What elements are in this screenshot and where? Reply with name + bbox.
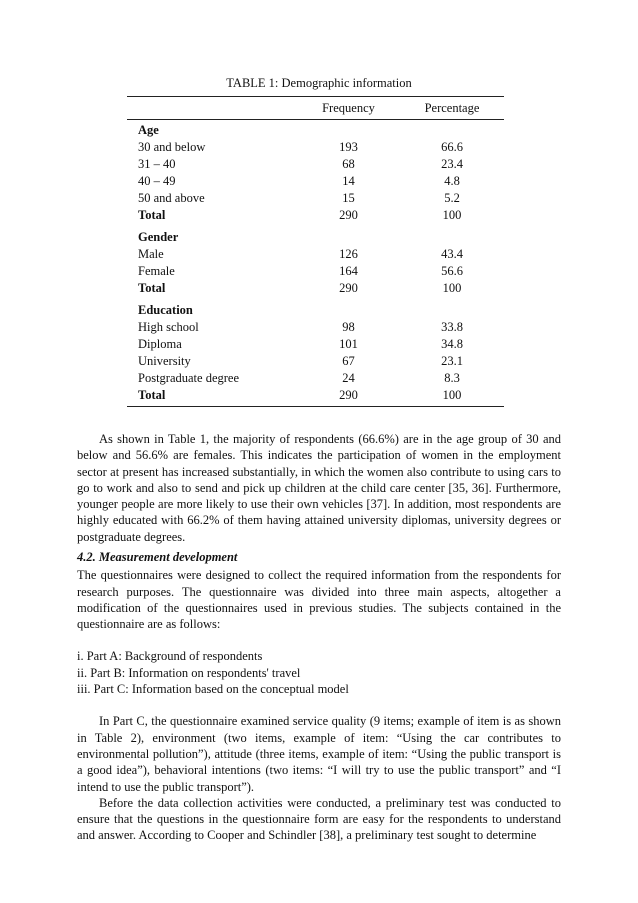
table-row bbox=[127, 370, 504, 387]
frequency-cell: 24 bbox=[342, 371, 355, 385]
frequency-cell: 98 bbox=[342, 320, 355, 334]
percentage-cell: 34.8 bbox=[441, 337, 463, 351]
frequency-cell: 290 bbox=[339, 208, 358, 222]
percentage-cell: 100 bbox=[442, 281, 462, 295]
frequency-cell: 126 bbox=[339, 247, 358, 261]
percentage-cell: 23.4 bbox=[441, 157, 463, 171]
table-caption: TABLE 1: Demographic information bbox=[226, 76, 412, 90]
empty-cell bbox=[400, 120, 504, 140]
row-label: Male bbox=[138, 247, 164, 261]
frequency-cell: 15 bbox=[342, 191, 355, 205]
percentage-cell: 4.8 bbox=[444, 174, 460, 188]
table-row bbox=[127, 263, 504, 280]
table-row bbox=[127, 336, 504, 353]
measurement-section bbox=[77, 549, 561, 844]
table-total-row bbox=[127, 207, 504, 224]
frequency-cell: 164 bbox=[339, 264, 358, 278]
percentage-cell: 8.3 bbox=[444, 371, 460, 385]
percentage-cell: 100 bbox=[400, 387, 504, 407]
row-label: Total bbox=[138, 208, 166, 222]
section-heading: 4.2. Measurement development bbox=[77, 550, 238, 564]
table-row bbox=[127, 319, 504, 336]
table-row bbox=[127, 173, 504, 190]
demographic-table bbox=[127, 96, 504, 407]
table-row bbox=[127, 190, 504, 207]
paragraph: The questionnaires were designed to collect the required information from the respondents for research purposes. The questionnaire was divided into three main aspects, altogether a modification of the questionnaires used in previous studies. The subjects contained in the questionnaire are as follows: bbox=[77, 568, 561, 632]
row-label: Diploma bbox=[138, 337, 182, 351]
percentage-cell: 5.2 bbox=[444, 191, 460, 205]
paragraph: As shown in Table 1, the majority of respondents (66.6%) are in the age group of 30 and below and 56.6% are females. This indicates the participation of women in the employment sector at present has increased substantially, in which the women also contribute to using cars to go to work and also to send and pick up children at the child care center [35, 36]. Furthermore, younger people are more likely to use their own vehicles [37]. In addition, most respondents are highly educated with 66.2% of them having attained university diplomas, university degrees or postgraduate degrees. bbox=[77, 432, 561, 544]
header-percentage: Percentage bbox=[400, 97, 504, 120]
results-paragraph-block bbox=[77, 431, 561, 545]
frequency-cell: 193 bbox=[339, 140, 358, 154]
percentage-cell: 43.4 bbox=[441, 247, 463, 261]
section-title: Education bbox=[138, 303, 193, 317]
percentage-cell: 23.1 bbox=[441, 354, 463, 368]
header-frequency: Frequency bbox=[297, 97, 400, 120]
frequency-cell: 68 bbox=[342, 157, 355, 171]
table-row bbox=[127, 246, 504, 263]
table-section-row bbox=[127, 224, 504, 246]
percentage-cell: 56.6 bbox=[441, 264, 463, 278]
percentage-cell: 100 bbox=[442, 208, 462, 222]
table-row bbox=[127, 156, 504, 173]
table-section-row bbox=[127, 120, 504, 140]
table-total-row bbox=[127, 387, 504, 407]
table-body bbox=[127, 120, 504, 407]
row-label: 40 – 49 bbox=[138, 174, 176, 188]
demographic-table-container bbox=[127, 96, 504, 407]
list-item: ii. Part B: Information on respondents' travel bbox=[77, 665, 301, 680]
paragraph: Before the data collection activities were conducted, a preliminary test was conducted to ensure that the questions in the questionnaire form are easy for the respondents to understand and answer. According to Cooper and Schindler [38], a preliminary test sought to determine bbox=[77, 795, 561, 843]
row-label: Total bbox=[127, 387, 297, 407]
empty-cell bbox=[400, 224, 504, 246]
row-label: University bbox=[138, 354, 191, 368]
paragraph: In Part C, the questionnaire examined service quality (9 items; example of item is as shown in Table 2), environment (two items, example of item: “Using the car contributes to environmental pollution”), attitude (three items, example of item: “Using the public transport is a good idea”), behavioral intentions (two items: “I will try to use the public transport” and “I intend to use the public transport”). bbox=[77, 714, 561, 794]
list-item: iii. Part C: Information based on the conceptual model bbox=[77, 682, 349, 697]
empty-cell bbox=[400, 297, 504, 319]
frequency-cell: 14 bbox=[342, 174, 355, 188]
table-header-row bbox=[127, 97, 504, 120]
parts-list bbox=[77, 648, 561, 697]
empty-cell bbox=[297, 120, 400, 140]
table-row bbox=[127, 353, 504, 370]
row-label: High school bbox=[138, 320, 199, 334]
percentage-cell: 66.6 bbox=[441, 140, 463, 154]
row-label: Female bbox=[138, 264, 175, 278]
empty-cell bbox=[297, 224, 400, 246]
table-total-row bbox=[127, 280, 504, 297]
row-label: Total bbox=[138, 281, 166, 295]
row-label: 30 and below bbox=[138, 140, 206, 154]
row-label: 31 – 40 bbox=[138, 157, 176, 171]
frequency-cell: 290 bbox=[339, 281, 358, 295]
empty-cell bbox=[297, 297, 400, 319]
table-section-row bbox=[127, 297, 504, 319]
frequency-cell: 101 bbox=[339, 337, 358, 351]
percentage-cell: 33.8 bbox=[441, 320, 463, 334]
section-title: Gender bbox=[138, 230, 179, 244]
frequency-cell: 290 bbox=[297, 387, 400, 407]
header-label bbox=[127, 97, 297, 120]
frequency-cell: 67 bbox=[342, 354, 355, 368]
row-label: 50 and above bbox=[138, 191, 205, 205]
row-label: Postgraduate degree bbox=[138, 371, 240, 385]
list-item: i. Part A: Background of respondents bbox=[77, 649, 263, 664]
section-title: Age bbox=[138, 123, 159, 137]
table-row bbox=[127, 139, 504, 156]
